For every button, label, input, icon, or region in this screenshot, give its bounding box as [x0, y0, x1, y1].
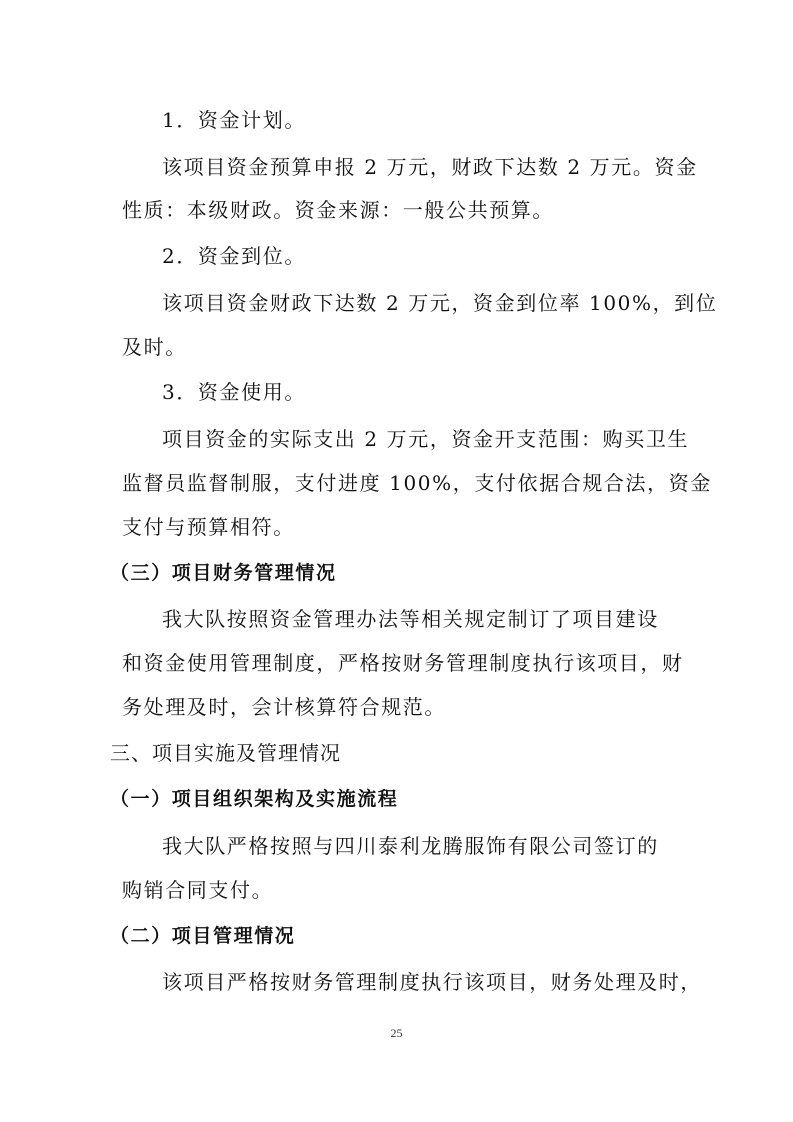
paragraph-line: 该项目资金预算申报 2 万元，财政下达数 2 万元。资金	[162, 155, 698, 179]
paragraph-line: 该项目资金财政下达数 2 万元，资金到位率 100%，到位	[162, 291, 718, 315]
page-number: 25	[390, 1026, 403, 1040]
paragraph-line: 及时。	[122, 335, 187, 359]
paragraph-line: 我大队严格按照与四川泰利龙腾服饰有限公司签订的	[162, 834, 659, 858]
paragraph-line: 购销合同支付。	[122, 878, 274, 902]
paragraph-line: 和资金使用管理制度，严格按财务管理制度执行该项目，财	[122, 651, 684, 675]
paragraph-line: 我大队按照资金管理办法等相关规定制订了项目建设	[162, 607, 659, 631]
item-funding-plan: 1．资金计划。	[162, 108, 306, 132]
item-funding-usage: 3．资金使用。	[162, 380, 306, 404]
paragraph-line: 监督员监督制服，支付进度 100%，支付依据合规合法，资金	[122, 471, 712, 495]
section-heading-finance-management: （三）项目财务管理情况	[110, 562, 337, 584]
chapter-heading-implementation: 三、项目实施及管理情况	[110, 741, 341, 765]
paragraph-line: 支付与预算相符。	[122, 515, 295, 539]
paragraph-line: 性质：本级财政。资金来源：一般公共预算。	[122, 198, 554, 222]
item-funding-arrival: 2．资金到位。	[162, 244, 306, 268]
paragraph-line: 项目资金的实际支出 2 万元，资金开支范围：购买卫生	[162, 427, 690, 451]
paragraph-line: 务处理及时，会计核算符合规范。	[122, 695, 446, 719]
section-heading-organization: （一）项目组织架构及实施流程	[110, 788, 399, 810]
section-heading-project-management: （二）项目管理情况	[110, 925, 296, 947]
paragraph-line: 该项目严格按财务管理制度执行该项目，财务处理及时，	[162, 970, 702, 994]
